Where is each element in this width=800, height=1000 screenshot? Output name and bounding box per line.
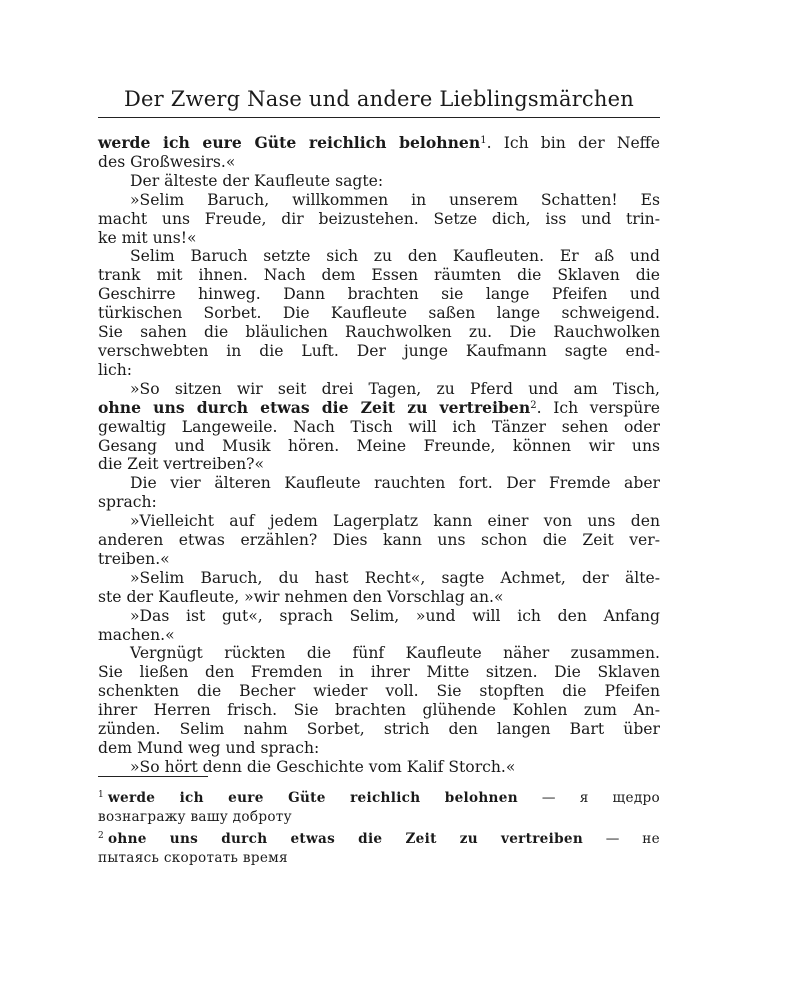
text-span: verschwebten in die Luft. Der junge Kaufmann sagte end-: [98, 341, 660, 360]
text-line: [98, 720, 660, 739]
text-span: »So sitzen wir seit drei Tagen, zu Pferd und am Tisch,: [130, 379, 660, 398]
text-span: Sie ließen den Fremden in ihrer Mitte sitzen. Die Sklaven: [98, 663, 660, 682]
footnote-line: [98, 789, 660, 808]
text-line: [98, 531, 660, 550]
text-line: [98, 701, 660, 720]
text-line: [98, 437, 660, 456]
text-span: machen.«: [98, 625, 175, 644]
text-span: Der älteste der Kaufleute sagte:: [130, 171, 384, 190]
text-span: »Das ist gut«, sprach Selim, »und will ich den Anfang: [130, 606, 660, 625]
text-span: sprach:: [98, 493, 157, 512]
text-span: dem Mund weg und sprach:: [98, 739, 320, 757]
running-header: Der Zwerg Nase und andere Lieblingsmärchen: [124, 87, 634, 111]
text-span: Geschirre hinweg. Dann brachten sie lange Pfeifen und: [98, 285, 660, 304]
footnote-term: werde ich eure Güte reichlich belohnen: [108, 790, 518, 806]
text-span: schenkten die Becher wieder voll. Sie stopften die Pfeifen: [98, 682, 660, 701]
text-line: [98, 285, 660, 304]
text-line: [98, 210, 660, 229]
text-span: lich:: [98, 360, 133, 379]
body-text: [98, 134, 660, 777]
text-span: trank mit ihnen. Nach dem Essen räumten die Sklaven die: [98, 266, 660, 285]
footnote-term: ohne uns durch etwas die Zeit zu vertreiben: [108, 831, 584, 847]
text-line: [98, 361, 660, 380]
text-line: [98, 588, 660, 607]
text-span: türkischen Sorbet. Die Kaufleute saßen lange schweigend.: [98, 304, 660, 323]
text-line: [98, 607, 660, 626]
footnote-translation: я щедро: [579, 790, 660, 806]
text-span: ke mit uns!«: [98, 228, 197, 247]
text-span: treiben.«: [98, 549, 170, 568]
text-line: [98, 569, 660, 588]
text-line: [98, 342, 660, 361]
bold-phrase: ohne uns durch etwas die Zeit zu vertreiben: [98, 397, 531, 417]
text-line: [98, 758, 660, 777]
footnote-translation: не: [642, 831, 660, 847]
footnote-line-continuation: пытаясь скоротать время: [98, 849, 288, 866]
footnote-number: 2: [98, 831, 105, 841]
footnote-ref: 2: [530, 399, 537, 411]
footnote-ref: 1: [480, 135, 487, 146]
footnote-1: [98, 789, 660, 826]
text-span: die Zeit vertreiben?«: [98, 455, 265, 474]
text-line: [98, 644, 660, 663]
text-line: [98, 266, 660, 285]
text-line: [98, 512, 660, 531]
footnote-line-continuation: вознагражу вашу доброту: [98, 808, 292, 825]
text-span: Gesang und Musik hören. Meine Freunde, können wir uns: [98, 436, 660, 455]
text-span: gewaltig Langeweile. Nach Tisch will ich Tänzer sehen oder: [98, 417, 660, 436]
footnote-number: 1: [98, 790, 105, 800]
text-line: [98, 134, 660, 153]
text-line: [98, 191, 660, 210]
text-span: ste der Kaufleute, »wir nehmen den Vorschlag an.«: [98, 587, 504, 606]
text-span: ihrer Herren frisch. Sie brachten glühende Kohlen zum An-: [98, 701, 660, 720]
text-span: »So hört denn die Geschichte vom Kalif Storch.«: [130, 757, 516, 776]
text-span: . Ich bin der Neffe: [486, 134, 660, 152]
footnote-dash: —: [605, 831, 620, 847]
footnote-2: [98, 830, 660, 867]
footnote-rule: [98, 776, 208, 777]
text-line: [98, 493, 660, 512]
text-span: »Vielleicht auf jedem Lagerplatz kann einer von uns den: [130, 512, 660, 531]
footnote-line: [98, 830, 660, 849]
footnote-dash: —: [541, 790, 556, 806]
text-line: [98, 474, 660, 493]
text-span: »Selim Baruch, willkommen in unserem Schatten! Es: [130, 190, 660, 209]
text-span: Selim Baruch setzte sich zu den Kaufleuten. Er aß und: [130, 247, 660, 266]
header-rule: [98, 117, 660, 118]
text-span: macht uns Freude, dir beizustehen. Setze dich, iss und trin-: [98, 209, 660, 228]
text-line: [98, 323, 660, 342]
text-line: [98, 172, 660, 191]
text-span: des Großwesirs.«: [98, 152, 236, 171]
text-span: »Selim Baruch, du hast Recht«, sagte Achmet, der älte-: [130, 568, 660, 587]
footnotes: [98, 789, 660, 871]
text-span: Sie sahen die bläulichen Rauchwolken zu. Die Rauchwolken: [98, 323, 660, 342]
bold-phrase: werde ich eure Güte reichlich belohnen: [98, 133, 481, 152]
text-line: [98, 455, 660, 474]
text-span: Vergnügt rückten die fünf Kaufleute näher zusammen.: [130, 644, 660, 663]
text-line: [98, 682, 660, 701]
text-line: [98, 418, 660, 437]
text-line: [98, 663, 660, 682]
text-line: [98, 550, 660, 569]
text-line: [98, 247, 660, 266]
text-span: anderen etwas erzählen? Dies kann uns schon die Zeit ver-: [98, 531, 660, 550]
text-line: [98, 304, 660, 323]
text-line: [98, 380, 660, 399]
text-line: [98, 399, 660, 418]
text-line: [98, 739, 660, 758]
text-span: zünden. Selim nahm Sorbet, strich den langen Bart über: [98, 720, 660, 739]
text-span: Die vier älteren Kaufleute rauchten fort. Der Fremde aber: [130, 474, 660, 493]
text-line: [98, 626, 660, 645]
text-line: [98, 229, 660, 248]
text-span: . Ich verspüre: [536, 398, 661, 417]
text-line: [98, 153, 660, 172]
